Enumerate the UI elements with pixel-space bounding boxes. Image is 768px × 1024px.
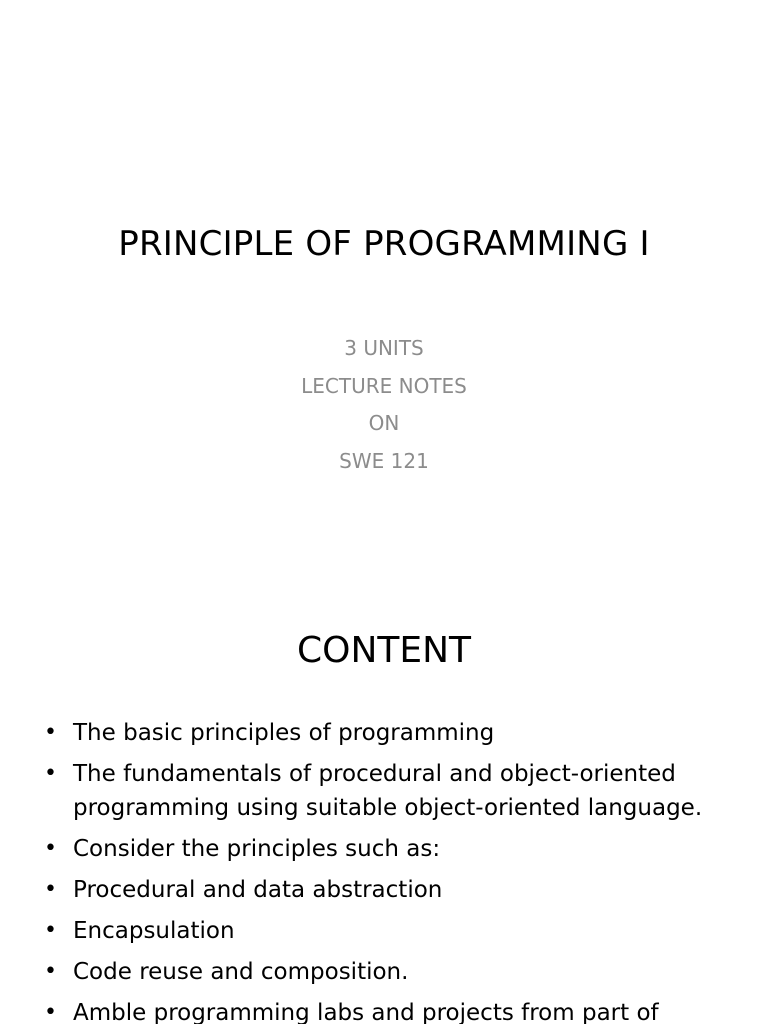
list-item [40,757,750,825]
bullet-icon: • [44,918,57,943]
list-item [40,832,750,866]
list-item [40,716,750,750]
subtitle-line-units: 3 UNITS [344,336,424,360]
bullet-icon: • [44,836,57,861]
list-item-text: Consider the principles such as: [73,836,441,862]
bullet-icon: • [44,959,57,984]
subtitle-line-on: ON [368,411,400,435]
list-item-text: Code reuse and composition. [73,959,409,985]
list-item-text: The basic principles of programming [73,720,495,746]
bullet-icon: • [44,877,57,902]
list-item [40,914,750,948]
subtitle-line-course-code: SWE 121 [339,448,429,473]
list-item-text: Procedural and data abstraction [73,877,443,903]
list-item-text: The fundamentals of procedural and object-oriented programming using suitable object-oriented language. [73,761,703,821]
content-slide [0,576,768,1024]
list-item-text: Amble programming labs and projects from part of [73,1000,659,1024]
list-item [40,996,750,1024]
subtitle-line-lecture-notes: LECTURE NOTES [301,373,467,398]
content-title: CONTENT [296,630,472,671]
bullet-icon: • [44,761,57,786]
bullet-icon: • [44,720,57,745]
content-bullet-list [40,716,750,1024]
bullet-icon: • [44,1000,57,1024]
slide-subtitle [0,330,768,480]
list-item [40,955,750,989]
list-item [40,873,750,907]
list-item-text: Encapsulation [73,918,235,944]
slide-title: PRINCIPLE OF PROGRAMMING I [118,224,650,264]
